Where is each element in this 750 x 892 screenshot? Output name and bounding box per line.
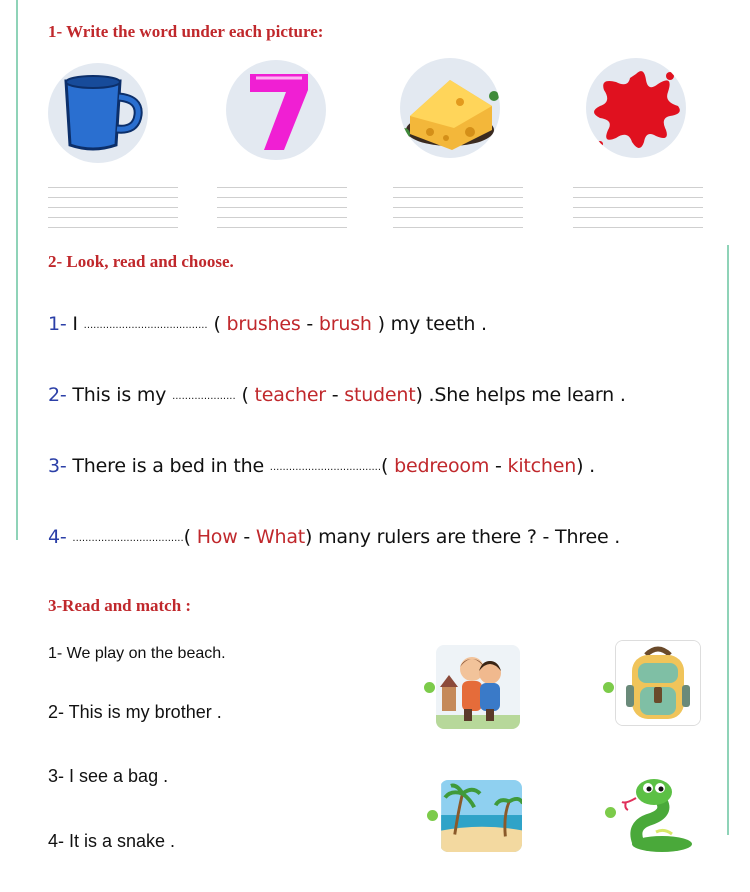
section3-heading: 3-Read and match : <box>48 596 192 615</box>
children-picture <box>436 645 520 729</box>
option-student[interactable]: student <box>344 384 416 406</box>
backpack-picture <box>615 640 701 726</box>
option-teacher[interactable]: teacher <box>254 384 326 406</box>
number-seven-icon <box>226 60 326 160</box>
children-hug-icon <box>436 645 520 729</box>
writing-lines-1[interactable] <box>48 178 178 228</box>
choose-question-1: 1- I ....................................... ( brushes - brush ) my teeth . <box>48 313 487 335</box>
left-margin-line <box>16 0 18 540</box>
answer-blank-2[interactable]: .................... <box>172 391 236 402</box>
section1-heading: 1- Write the word under each picture: <box>48 22 324 41</box>
right-margin-line <box>727 245 729 835</box>
answer-blank-4[interactable]: ................................... <box>72 533 184 544</box>
red-splash-icon <box>586 58 686 158</box>
snake-picture <box>618 772 702 856</box>
snake-icon <box>618 772 702 856</box>
splash-picture <box>586 58 686 158</box>
answer-blank-3[interactable]: ................................... <box>269 462 382 473</box>
beach-icon <box>440 780 522 852</box>
answer-blank-1[interactable]: ....................................... <box>83 320 208 331</box>
match-sentence-3: 3- I see a bag . <box>48 766 169 786</box>
cheese-picture <box>400 58 500 158</box>
beach-picture <box>440 780 522 852</box>
option-kitchen[interactable]: kitchen <box>507 455 577 477</box>
writing-lines-4[interactable] <box>573 178 703 228</box>
option-how[interactable]: How <box>196 526 238 548</box>
cup-icon <box>48 63 148 163</box>
option-bedroom[interactable]: bedreoom <box>394 455 490 477</box>
choose-question-3: 3- There is a bed in the ...................................( bedreoom - kitchen) . <box>48 455 595 477</box>
match-dot-children[interactable] <box>424 682 435 693</box>
match-sentence-2: 2- This is my brother . <box>48 702 222 722</box>
choose-question-2: 2- This is my .................... ( teacher - student) .She helps me learn . <box>48 384 626 406</box>
match-dot-backpack[interactable] <box>603 682 614 693</box>
seven-picture <box>226 60 326 160</box>
writing-lines-2[interactable] <box>217 178 347 228</box>
choose-question-4: 4- ...................................( How - What) many rulers are there ? - Three . <box>48 526 621 548</box>
match-dot-snake[interactable] <box>605 807 616 818</box>
option-what[interactable]: What <box>255 526 306 548</box>
option-brush[interactable]: brush <box>318 313 372 335</box>
match-dot-beach[interactable] <box>427 810 438 821</box>
option-brushes[interactable]: brushes <box>226 313 301 335</box>
backpack-icon <box>616 641 700 725</box>
match-sentence-1: 1- We play on the beach. <box>48 645 226 662</box>
cheese-icon <box>400 58 500 158</box>
writing-lines-3[interactable] <box>393 178 523 228</box>
match-sentence-4: 4- It is a snake . <box>48 831 176 851</box>
cup-picture <box>48 63 148 163</box>
section2-heading: 2- Look, read and choose. <box>48 252 234 271</box>
